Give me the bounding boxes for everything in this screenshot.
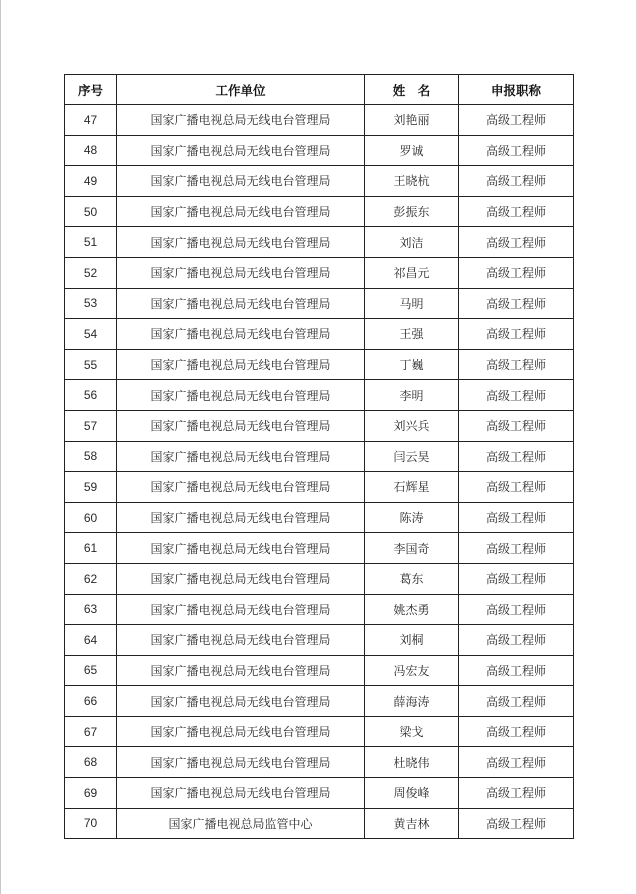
cell-name: 刘兴兵 — [365, 410, 459, 441]
cell-title-applied: 高级工程师 — [459, 778, 574, 809]
cell-work-unit: 国家广播电视总局无线电台管理局 — [117, 196, 365, 227]
cell-name: 陈涛 — [365, 502, 459, 533]
cell-serial-number: 65 — [65, 655, 117, 686]
table-header-row — [65, 75, 574, 105]
cell-serial-number: 55 — [65, 349, 117, 380]
cell-work-unit: 国家广播电视总局监管中心 — [117, 808, 365, 839]
table-row — [65, 502, 574, 533]
header-work-unit: 工作单位 — [117, 75, 365, 105]
header-serial-number: 序号 — [65, 75, 117, 105]
cell-title-applied: 高级工程师 — [459, 410, 574, 441]
cell-name: 杜晓伟 — [365, 747, 459, 778]
cell-work-unit: 国家广播电视总局无线电台管理局 — [117, 166, 365, 197]
cell-name: 周俊峰 — [365, 778, 459, 809]
table-row — [65, 594, 574, 625]
cell-title-applied: 高级工程师 — [459, 808, 574, 839]
cell-name: 王强 — [365, 319, 459, 350]
cell-serial-number: 57 — [65, 410, 117, 441]
cell-name: 罗诚 — [365, 135, 459, 166]
cell-work-unit: 国家广播电视总局无线电台管理局 — [117, 655, 365, 686]
cell-work-unit: 国家广播电视总局无线电台管理局 — [117, 594, 365, 625]
header-name: 姓 名 — [365, 75, 459, 105]
applicant-table — [64, 74, 574, 839]
table-row — [65, 196, 574, 227]
table-row — [65, 563, 574, 594]
cell-name: 刘桐 — [365, 625, 459, 656]
table-row — [65, 655, 574, 686]
cell-title-applied: 高级工程师 — [459, 563, 574, 594]
cell-title-applied: 高级工程师 — [459, 135, 574, 166]
cell-name: 黄吉林 — [365, 808, 459, 839]
cell-title-applied: 高级工程师 — [459, 594, 574, 625]
cell-work-unit: 国家广播电视总局无线电台管理局 — [117, 380, 365, 411]
table-row — [65, 288, 574, 319]
cell-title-applied: 高级工程师 — [459, 288, 574, 319]
table-row — [65, 105, 574, 136]
cell-work-unit: 国家广播电视总局无线电台管理局 — [117, 105, 365, 136]
cell-title-applied: 高级工程师 — [459, 533, 574, 564]
cell-work-unit: 国家广播电视总局无线电台管理局 — [117, 747, 365, 778]
table-row — [65, 410, 574, 441]
table-row — [65, 441, 574, 472]
cell-serial-number: 62 — [65, 563, 117, 594]
cell-serial-number: 67 — [65, 716, 117, 747]
cell-name: 石辉星 — [365, 472, 459, 503]
cell-serial-number: 51 — [65, 227, 117, 258]
cell-serial-number: 53 — [65, 288, 117, 319]
table-row — [65, 747, 574, 778]
cell-title-applied: 高级工程师 — [459, 625, 574, 656]
cell-work-unit: 国家广播电视总局无线电台管理局 — [117, 686, 365, 717]
page-edge-left — [0, 0, 1, 894]
cell-serial-number: 52 — [65, 257, 117, 288]
cell-name: 王晓杭 — [365, 166, 459, 197]
table-body — [65, 105, 574, 839]
cell-serial-number: 47 — [65, 105, 117, 136]
table-row — [65, 257, 574, 288]
table-row — [65, 319, 574, 350]
cell-title-applied: 高级工程师 — [459, 747, 574, 778]
table-row — [65, 349, 574, 380]
cell-name: 姚杰勇 — [365, 594, 459, 625]
table-row — [65, 166, 574, 197]
table-row — [65, 686, 574, 717]
table-row — [65, 808, 574, 839]
cell-work-unit: 国家广播电视总局无线电台管理局 — [117, 257, 365, 288]
cell-name: 刘艳丽 — [365, 105, 459, 136]
cell-name: 李国奇 — [365, 533, 459, 564]
cell-title-applied: 高级工程师 — [459, 319, 574, 350]
cell-title-applied: 高级工程师 — [459, 105, 574, 136]
table-row — [65, 380, 574, 411]
cell-title-applied: 高级工程师 — [459, 196, 574, 227]
cell-serial-number: 63 — [65, 594, 117, 625]
cell-serial-number: 56 — [65, 380, 117, 411]
cell-serial-number: 60 — [65, 502, 117, 533]
cell-serial-number: 69 — [65, 778, 117, 809]
cell-serial-number: 59 — [65, 472, 117, 503]
cell-work-unit: 国家广播电视总局无线电台管理局 — [117, 502, 365, 533]
cell-name: 葛东 — [365, 563, 459, 594]
table-row — [65, 625, 574, 656]
cell-name: 刘洁 — [365, 227, 459, 258]
cell-title-applied: 高级工程师 — [459, 686, 574, 717]
cell-serial-number: 64 — [65, 625, 117, 656]
cell-work-unit: 国家广播电视总局无线电台管理局 — [117, 410, 365, 441]
cell-title-applied: 高级工程师 — [459, 655, 574, 686]
cell-work-unit: 国家广播电视总局无线电台管理局 — [117, 227, 365, 258]
cell-title-applied: 高级工程师 — [459, 441, 574, 472]
cell-title-applied: 高级工程师 — [459, 257, 574, 288]
cell-name: 丁巍 — [365, 349, 459, 380]
cell-work-unit: 国家广播电视总局无线电台管理局 — [117, 319, 365, 350]
cell-name: 冯宏友 — [365, 655, 459, 686]
cell-title-applied: 高级工程师 — [459, 227, 574, 258]
cell-serial-number: 58 — [65, 441, 117, 472]
cell-serial-number: 48 — [65, 135, 117, 166]
table-row — [65, 716, 574, 747]
cell-name: 梁戈 — [365, 716, 459, 747]
cell-serial-number: 50 — [65, 196, 117, 227]
table-row — [65, 227, 574, 258]
cell-work-unit: 国家广播电视总局无线电台管理局 — [117, 288, 365, 319]
cell-name: 祁昌元 — [365, 257, 459, 288]
cell-title-applied: 高级工程师 — [459, 166, 574, 197]
cell-work-unit: 国家广播电视总局无线电台管理局 — [117, 441, 365, 472]
cell-title-applied: 高级工程师 — [459, 716, 574, 747]
cell-work-unit: 国家广播电视总局无线电台管理局 — [117, 778, 365, 809]
cell-serial-number: 49 — [65, 166, 117, 197]
cell-name: 闫云昊 — [365, 441, 459, 472]
cell-work-unit: 国家广播电视总局无线电台管理局 — [117, 349, 365, 380]
cell-work-unit: 国家广播电视总局无线电台管理局 — [117, 135, 365, 166]
cell-name: 马明 — [365, 288, 459, 319]
cell-work-unit: 国家广播电视总局无线电台管理局 — [117, 625, 365, 656]
cell-serial-number: 54 — [65, 319, 117, 350]
table-row — [65, 472, 574, 503]
cell-name: 薛海涛 — [365, 686, 459, 717]
cell-serial-number: 68 — [65, 747, 117, 778]
cell-work-unit: 国家广播电视总局无线电台管理局 — [117, 716, 365, 747]
table-row — [65, 533, 574, 564]
cell-serial-number: 61 — [65, 533, 117, 564]
cell-name: 李明 — [365, 380, 459, 411]
cell-work-unit: 国家广播电视总局无线电台管理局 — [117, 533, 365, 564]
cell-title-applied: 高级工程师 — [459, 380, 574, 411]
table-row — [65, 135, 574, 166]
cell-work-unit: 国家广播电视总局无线电台管理局 — [117, 472, 365, 503]
cell-serial-number: 66 — [65, 686, 117, 717]
cell-name: 彭振东 — [365, 196, 459, 227]
header-title-applied: 申报职称 — [459, 75, 574, 105]
cell-title-applied: 高级工程师 — [459, 472, 574, 503]
cell-title-applied: 高级工程师 — [459, 349, 574, 380]
cell-serial-number: 70 — [65, 808, 117, 839]
cell-title-applied: 高级工程师 — [459, 502, 574, 533]
table-row — [65, 778, 574, 809]
cell-work-unit: 国家广播电视总局无线电台管理局 — [117, 563, 365, 594]
